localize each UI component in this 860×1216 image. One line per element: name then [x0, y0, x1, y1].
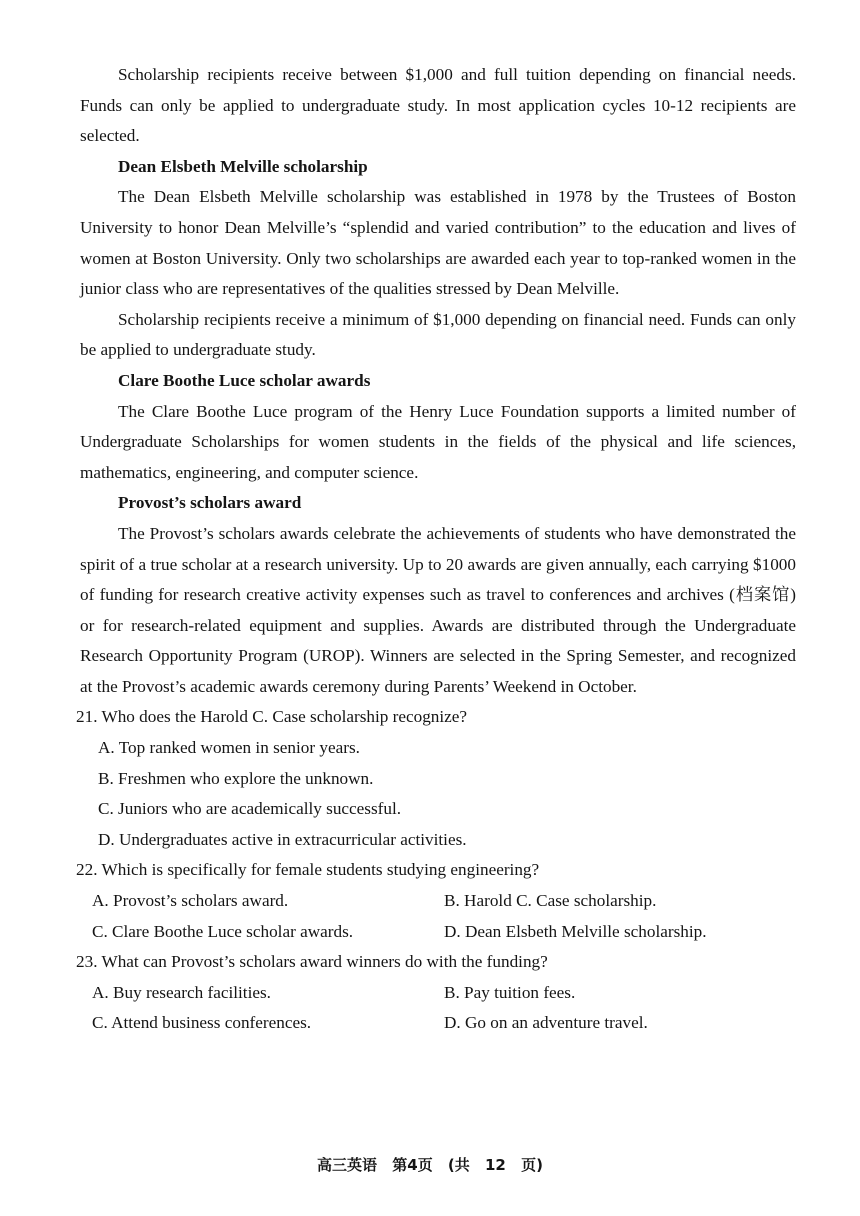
question-23 [76, 947, 796, 1039]
option-c: C. Attend business conferences. [92, 1013, 312, 1033]
option-row [76, 917, 796, 948]
melville-body-paragraph: The Dean Elsbeth Melville scholarship was established in 1978 by the Trustees of Boston University to honor Dean Melville’s “splendid and varied contribution” to the education and lives of women at Boston University. Only two scholarships are awarded each year to top-ranked women in the junior class who are representatives of the qualities stressed by Dean Melville. [80, 187, 796, 299]
option-a: A. Top ranked women in senior years. [98, 738, 360, 758]
question-22 [76, 855, 796, 947]
provost-heading: Provost’s scholars award [118, 493, 302, 513]
option-row [76, 886, 796, 917]
option-d: D. Go on an adventure travel. [444, 1013, 648, 1033]
option-a: A. Provost’s scholars award. [92, 891, 289, 911]
option-b: B. Freshmen who explore the unknown. [98, 768, 374, 788]
option-c: C. Juniors who are academically successful. [98, 799, 402, 819]
option-b: B. Pay tuition fees. [444, 982, 576, 1002]
question-list [76, 702, 796, 1039]
option-b: B. Harold C. Case scholarship. [444, 891, 657, 911]
exam-page [0, 60, 860, 1039]
option-row [76, 1008, 796, 1039]
provost-body-paragraph: The Provost’s scholars awards celebrate the achievements of students who have demonstrated the spirit of a true scholar at a research university. Up to 20 awards are given annually, each carrying $1000 of funding for research creative activity expenses such as travel to conferences and archives (档案馆) or for research-related equipment and supplies. Awards are distributed through the Undergraduate Research Opportunity Program (UROP). Winners are selected in the Spring Semester, and recognized at the Provost’s academic awards ceremony during Parents’ Weekend in October. [80, 523, 796, 696]
reading-passage [80, 60, 796, 702]
question-stem: 23. What can Provost’s scholars award winners do with the funding? [76, 952, 548, 972]
option-a: A. Buy research facilities. [92, 982, 271, 1002]
option-row [76, 978, 796, 1009]
option-d: D. Dean Elsbeth Melville scholarship. [444, 921, 707, 941]
question-stem: 22. Which is specifically for female students studying engineering? [76, 860, 540, 880]
luce-body-paragraph: The Clare Boothe Luce program of the Henry Luce Foundation supports a limited number of Undergraduate Scholarships for women students in the fields of the physical and life sciences, mathematics, engineering, and computer science. [80, 401, 796, 482]
melville-award-paragraph: Scholarship recipients receive a minimum of $1,000 depending on financial need. Funds can only be applied to undergraduate study. [80, 309, 796, 360]
option-c: C. Clare Boothe Luce scholar awards. [92, 921, 354, 941]
page-footer: 高三英语 第4页 (共 12 页) [317, 1156, 543, 1174]
case-award-paragraph: Scholarship recipients receive between $1,000 and full tuition depending on financial needs. Funds can only be applied to undergraduate study. In most application cycles 10-12 recipients are selected. [80, 65, 796, 146]
melville-heading: Dean Elsbeth Melville scholarship [118, 156, 368, 176]
luce-heading: Clare Boothe Luce scholar awards [118, 370, 371, 390]
option-d: D. Undergraduates active in extracurricular activities. [98, 829, 467, 849]
question-stem: 21. Who does the Harold C. Case scholarship recognize? [76, 707, 468, 727]
question-21 [76, 702, 796, 855]
